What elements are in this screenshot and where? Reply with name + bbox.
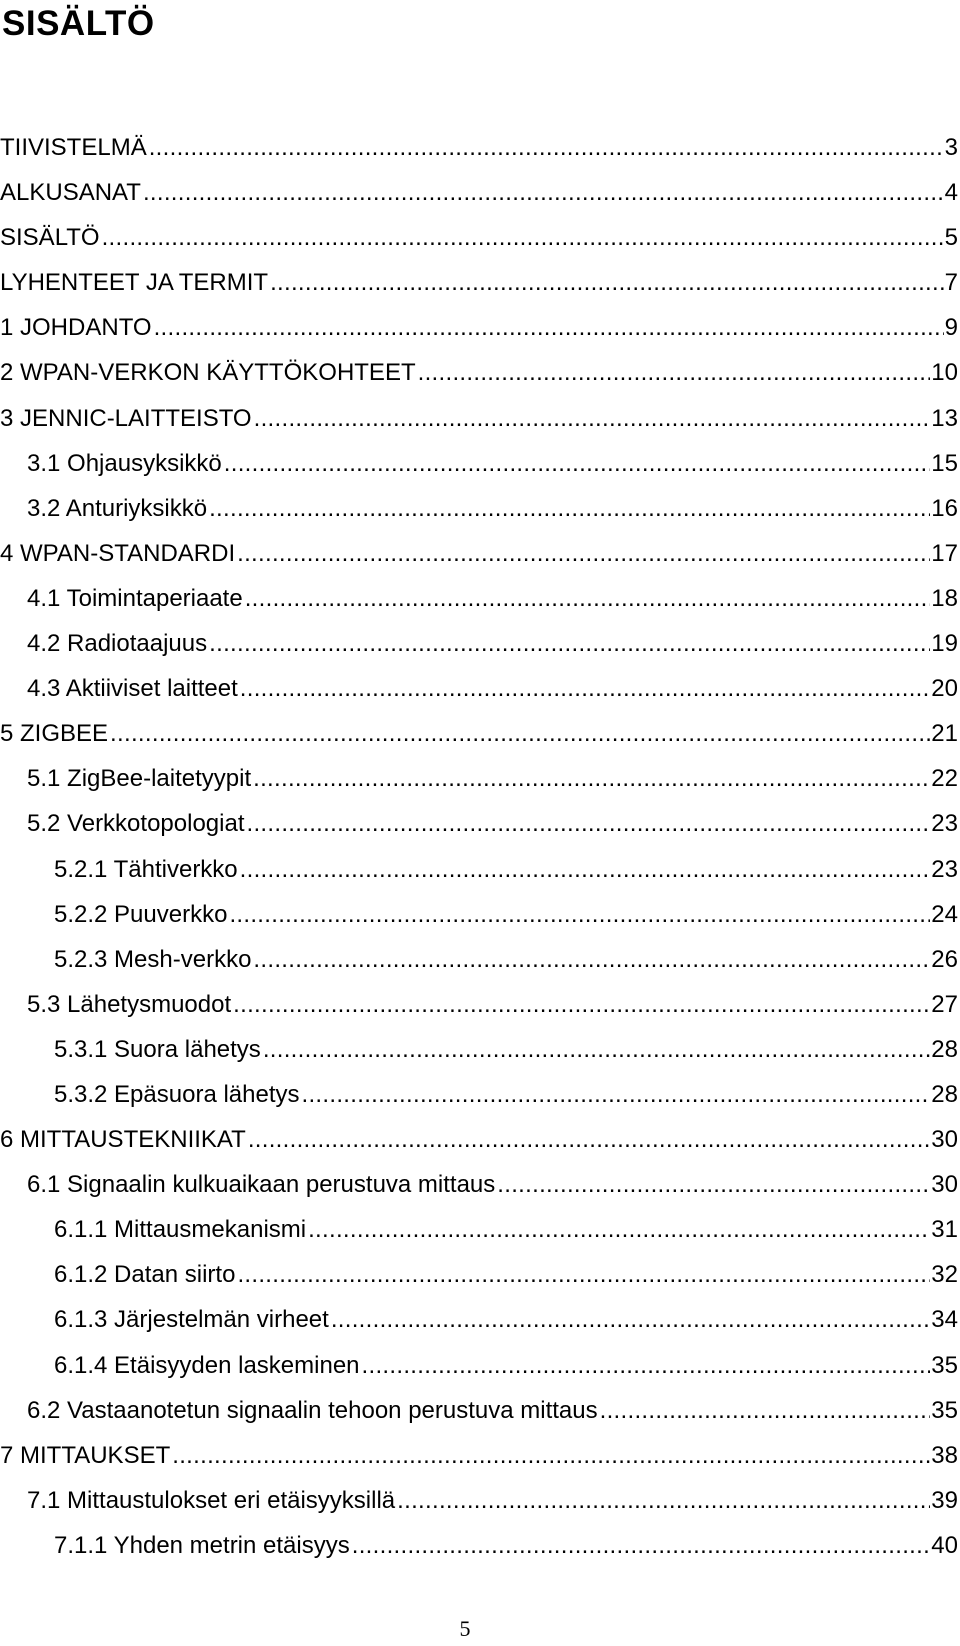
dot-leader (143, 170, 944, 215)
page-title: SISÄLTÖ (2, 4, 155, 43)
toc-entry-label: 1 JOHDANTO (0, 314, 152, 342)
toc-entry-label: 5.3.2 Epäsuora lähetys (54, 1080, 300, 1108)
toc-entry-page-number: 20 (931, 675, 958, 703)
dot-leader (254, 396, 931, 441)
toc-entry-label: 7.1.1 Yhden metrin etäisyys (54, 1531, 350, 1559)
toc-entry-label: 6.1.2 Datan siirto (54, 1261, 236, 1289)
toc-entry-page-number: 9 (944, 314, 958, 342)
dot-leader (263, 1027, 930, 1072)
toc-entry[interactable] (0, 1297, 960, 1342)
toc-entry[interactable] (0, 1117, 958, 1162)
toc-entry[interactable] (0, 756, 960, 801)
dot-leader (253, 937, 930, 982)
toc-entry[interactable] (0, 1252, 960, 1297)
toc-entry-label: 6.1.3 Järjestelmän virheet (54, 1306, 329, 1334)
toc-entry-label: 6.1.4 Etäisyyden laskeminen (54, 1351, 360, 1379)
toc-entry[interactable] (0, 125, 958, 170)
toc-entry-page-number: 27 (931, 990, 958, 1018)
toc-entry-page-number: 35 (931, 1396, 958, 1424)
toc-entry-label: 7.1 Mittaustulokset eri etäisyyksillä (27, 1486, 396, 1514)
dot-leader (102, 215, 944, 260)
toc-entry-label: 3 JENNIC-LAITTEISTO (0, 404, 252, 432)
toc-entry-label: TIIVISTELMÄ (0, 134, 147, 161)
toc-entry-label: ALKUSANAT (0, 179, 141, 207)
toc-entry-page-number: 26 (931, 945, 958, 973)
toc-entry-page-number: 19 (931, 630, 958, 658)
toc-entry-page-number: 22 (931, 765, 958, 793)
toc-entry-page-number: 23 (931, 810, 958, 838)
toc-entry[interactable] (0, 1523, 960, 1568)
toc-entry[interactable] (0, 486, 960, 531)
dot-leader (248, 1117, 930, 1162)
toc-entry-page-number: 30 (931, 1126, 958, 1154)
toc-entry-page-number: 7 (944, 269, 958, 297)
toc-entry-page-number: 16 (931, 494, 958, 522)
dot-leader (397, 1478, 930, 1523)
dot-leader (497, 1162, 930, 1207)
toc-entry[interactable] (0, 305, 958, 350)
toc-entry[interactable] (0, 621, 960, 666)
toc-entry[interactable] (0, 1072, 960, 1117)
toc-entry[interactable] (0, 847, 960, 892)
toc-entry[interactable] (0, 260, 958, 305)
toc-entry-label: 5.1 ZigBee-laitetyypit (27, 765, 252, 793)
toc-entry[interactable] (0, 396, 958, 441)
toc-entry-page-number: 23 (931, 855, 958, 883)
dot-leader (209, 621, 930, 666)
toc-entry[interactable] (0, 215, 958, 260)
dot-leader (110, 711, 930, 756)
toc-entry-page-number: 15 (931, 449, 958, 477)
toc-entry[interactable] (0, 982, 960, 1027)
toc-entry-label: 6 MITTAUSTEKNIIKAT (0, 1126, 246, 1154)
toc-entry-label: 5.2.2 Puuverkko (54, 900, 228, 928)
toc-entry-label: 5.2.1 Tähtiverkko (54, 855, 238, 883)
toc-entry-page-number: 5 (944, 224, 958, 252)
toc-entry-label: SISÄLTÖ (0, 224, 100, 252)
dot-leader (302, 1072, 931, 1117)
toc-entry[interactable] (0, 1433, 958, 1478)
toc-entry-label: 5.3 Lähetysmuodot (27, 990, 232, 1018)
page-number: 5 (459, 1616, 471, 1641)
toc-entry-label: 6.2 Vastaanotetun signaalin tehoon perustuva mittaus (27, 1396, 598, 1424)
toc-entry-page-number: 10 (931, 359, 958, 387)
toc-entry-page-number: 40 (931, 1531, 958, 1559)
dot-leader (240, 666, 931, 711)
toc-entry-page-number: 21 (931, 720, 958, 748)
toc-entry-page-number: 28 (931, 1035, 958, 1063)
toc-entry-label: 2 WPAN-VERKON KÄYTTÖKOHTEET (0, 359, 416, 387)
dot-leader (253, 756, 930, 801)
dot-leader (245, 576, 931, 621)
toc-entry-page-number: 13 (931, 404, 958, 432)
dot-leader (331, 1297, 930, 1342)
toc-entry-page-number: 34 (931, 1306, 958, 1334)
toc-entry-page-number: 35 (931, 1351, 958, 1379)
toc-entry[interactable] (0, 1162, 960, 1207)
toc-entry-label: 6.1 Signaalin kulkuaikaan perustuva mittaus (27, 1171, 496, 1199)
dot-leader (418, 350, 931, 395)
toc-entry[interactable] (0, 1343, 960, 1388)
toc-entry-page-number: 18 (931, 584, 958, 612)
toc-entry-label: 5 ZIGBEE (0, 720, 109, 748)
toc-entry-label: 4.3 Aktiiviset laitteet (27, 675, 238, 703)
toc-entry-label: 4 WPAN-STANDARDI (0, 539, 236, 567)
toc-entry-label: 4.2 Radiotaajuus (27, 630, 208, 658)
toc-entry-label: 5.3.1 Suora lähetys (54, 1035, 261, 1063)
toc-entry-page-number: 32 (931, 1261, 958, 1289)
dot-leader (237, 531, 930, 576)
dot-leader (224, 441, 931, 486)
toc-entry-label: 5.2.3 Mesh-verkko (54, 945, 252, 973)
toc-entry-label: 5.2 Verkkotopologiat (27, 810, 245, 838)
toc-entry[interactable] (0, 1207, 960, 1252)
toc-entry[interactable] (0, 1478, 960, 1523)
dot-leader (240, 847, 931, 892)
dot-leader (247, 801, 931, 846)
toc-entry[interactable] (0, 801, 960, 846)
dot-leader (308, 1207, 930, 1252)
toc-entry[interactable] (0, 441, 960, 486)
toc-entry-label: 7 MITTAUKSET (0, 1441, 171, 1469)
toc-entry[interactable] (0, 531, 958, 576)
toc-entry-page-number: 3 (944, 134, 958, 161)
dot-leader (233, 982, 930, 1027)
toc-entry[interactable] (0, 1388, 960, 1433)
toc-entry[interactable] (0, 892, 960, 937)
dot-leader (270, 260, 944, 305)
toc-entry[interactable] (0, 711, 958, 756)
toc-entry-page-number: 30 (931, 1171, 958, 1199)
toc-entry-label: 3.1 Ohjausyksikkö (27, 449, 222, 477)
dot-leader (209, 486, 930, 531)
toc-entry[interactable] (0, 1027, 960, 1072)
toc-entry-label: 6.1.1 Mittausmekanismi (54, 1216, 307, 1244)
toc-entry[interactable] (0, 170, 958, 215)
toc-entry[interactable] (0, 937, 960, 982)
toc-entry-page-number: 28 (931, 1080, 958, 1108)
dot-leader (352, 1523, 931, 1568)
dot-leader (172, 1433, 930, 1478)
toc-entry-page-number: 39 (931, 1486, 958, 1514)
toc-entry-label: LYHENTEET JA TERMIT (0, 269, 269, 297)
dot-leader (154, 305, 944, 350)
toc-entry-page-number: 38 (931, 1441, 958, 1469)
toc-entry-page-number: 17 (931, 539, 958, 567)
dot-leader (600, 1388, 931, 1433)
toc-entry[interactable] (0, 576, 960, 621)
toc-entry-page-number: 4 (944, 179, 958, 207)
toc-entry[interactable] (0, 350, 958, 395)
dot-leader (362, 1343, 931, 1388)
dot-leader (149, 125, 944, 170)
dot-leader (229, 892, 930, 937)
table-of-contents (0, 125, 960, 1568)
toc-entry-label: 4.1 Toimintaperiaate (27, 584, 243, 612)
toc-entry-page-number: 24 (931, 900, 958, 928)
toc-entry-page-number: 31 (931, 1216, 958, 1244)
toc-entry[interactable] (0, 666, 960, 711)
toc-entry-label: 3.2 Anturiyksikkö (27, 494, 208, 522)
dot-leader (237, 1252, 930, 1297)
